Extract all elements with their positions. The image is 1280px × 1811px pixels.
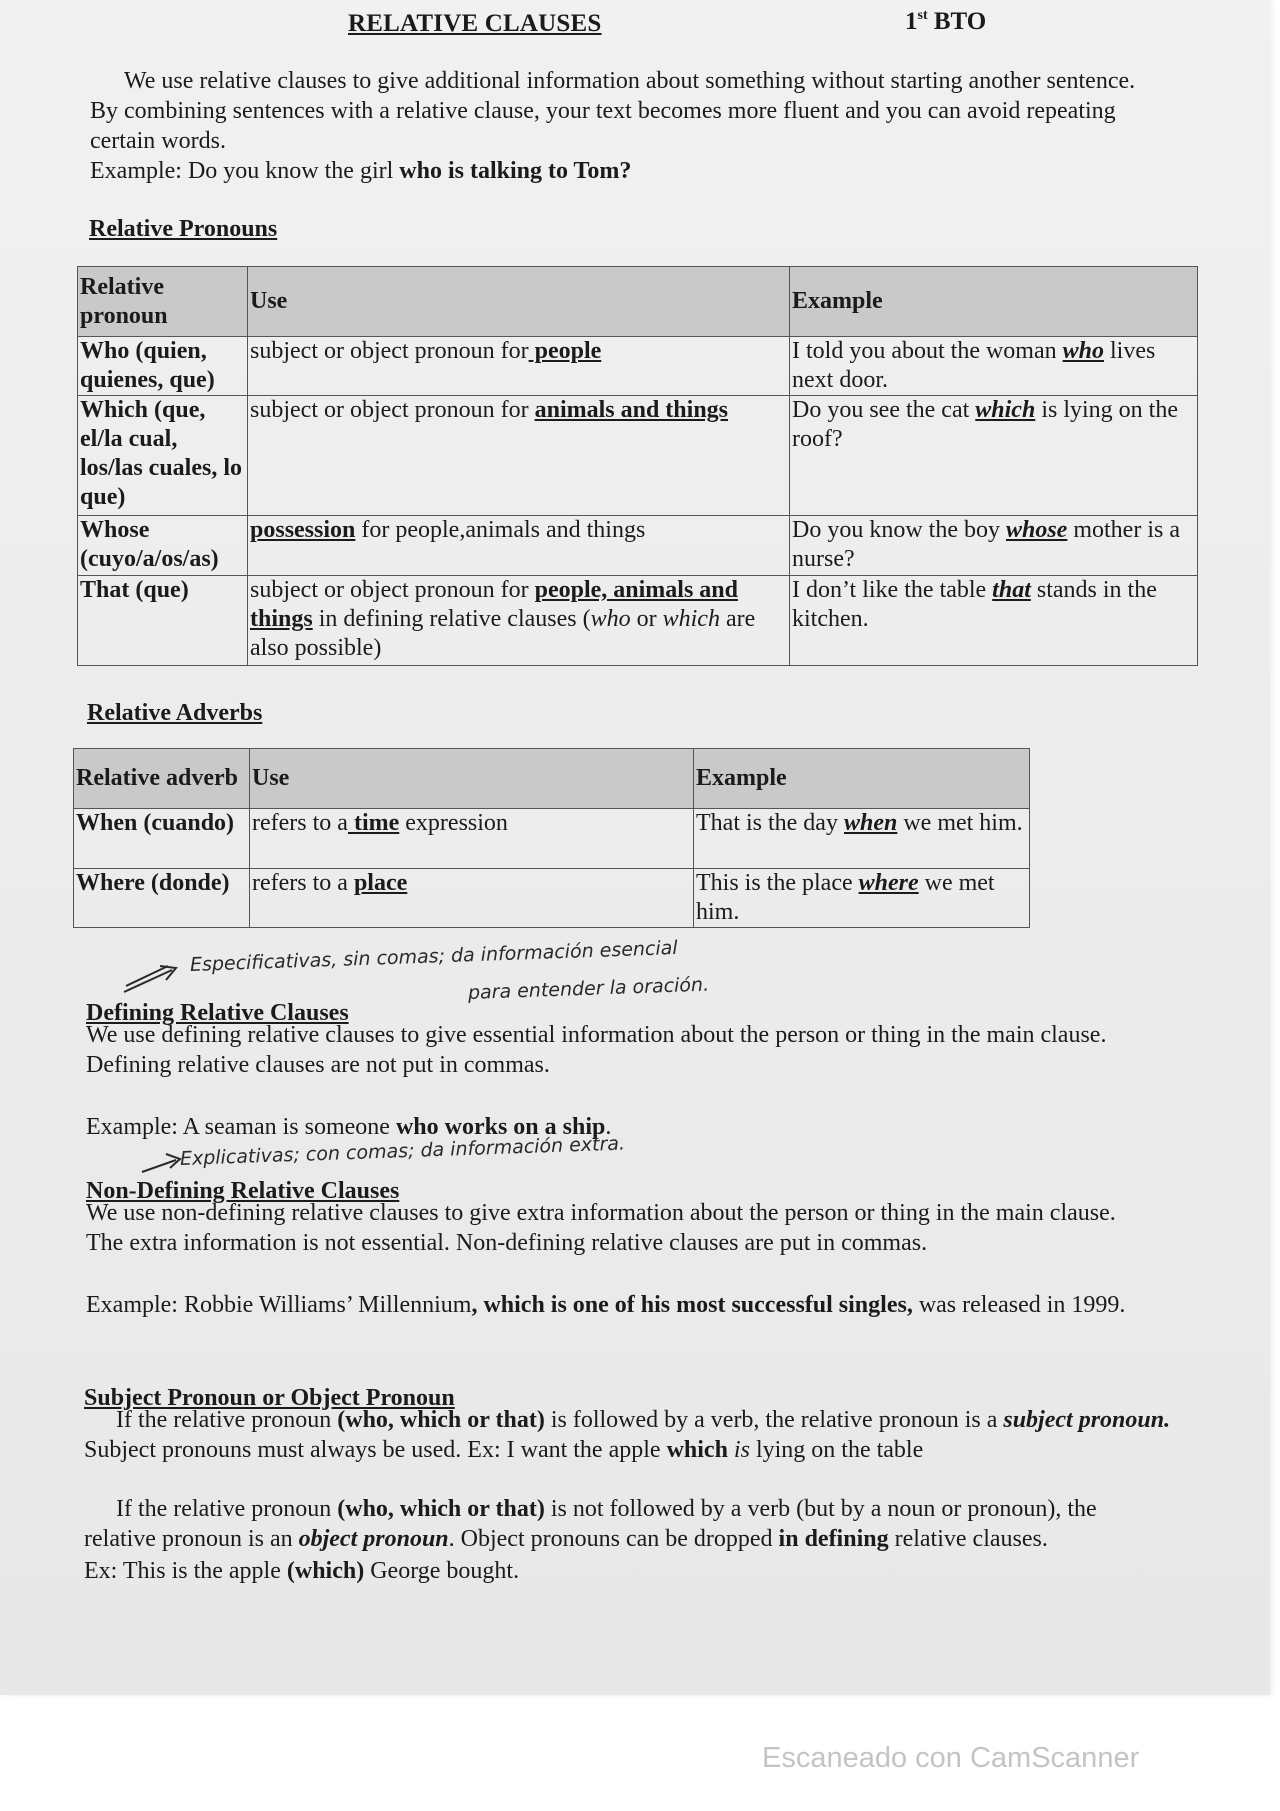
pronoun-use: subject or object pronoun for animals and things — [248, 396, 790, 516]
subject-object-heading: Subject Pronoun or Object Pronoun — [84, 1385, 455, 1411]
pronoun-example: I don’t like the table that stands in the kitchen. — [790, 576, 1198, 666]
level-label: BTO — [933, 8, 987, 35]
level-suffix: st — [917, 8, 928, 23]
adverbs-heading: Relative Adverbs — [87, 700, 263, 726]
object-pronoun-example: Ex: This is the apple (which) George bought. — [84, 1558, 520, 1584]
handnote-defining-2: para entender la oración. — [467, 973, 710, 1004]
nondefining-heading: Non-Defining Relative Clauses — [86, 1178, 400, 1204]
table-row — [74, 869, 1030, 928]
defining-example: Example: A seaman is someone who works on a ship. — [86, 1114, 612, 1140]
adverbs-header-row — [74, 749, 1030, 809]
adverbs-table — [73, 748, 1030, 928]
header-relative-adverb: Relative adverb — [74, 749, 250, 809]
intro-paragraph — [90, 66, 1150, 186]
intro-text: We use relative clauses to give additional information about something without starting another sentence. By combining sentences with a relative clause, your text becomes more fluent and you can avoid repeating certain words. — [90, 68, 1136, 154]
adverb-use: refers to a time expression — [250, 809, 694, 869]
pronoun-term: Who (quien, quienes, que) — [78, 337, 248, 396]
table-row — [78, 337, 1198, 396]
table-row — [78, 576, 1198, 666]
header-use: Use — [250, 749, 694, 809]
table-row — [78, 396, 1198, 516]
defining-text: We use defining relative clauses to give essential information about the person or thing in the main clause. Defining relative clauses are not put in commas. — [86, 1022, 1107, 1078]
pronoun-term: That (que) — [78, 576, 248, 666]
pronoun-example: Do you see the cat which is lying on the roof? — [790, 396, 1198, 516]
nondefining-text: We use non-defining relative clauses to give extra information about the person or thing in the main clause. The extra information is not essential. Non-defining relative clauses are put in commas. — [86, 1200, 1116, 1256]
course-level — [905, 8, 986, 36]
intro-example-prefix: Example: Do you know the girl — [90, 158, 400, 184]
pronoun-example: I told you about the woman who lives next door. — [790, 337, 1198, 396]
intro-example-bold: who is talking to Tom? — [399, 158, 632, 184]
camscanner-watermark: Escaneado con CamScanner — [762, 1742, 1140, 1774]
pronouns-table — [77, 266, 1198, 666]
nondefining-example: Example: Robbie Williams’ Millennium, which is one of his most successful singles, was released in 1999. — [86, 1292, 1126, 1318]
header-relative-pronoun: Relative pronoun — [78, 267, 248, 337]
hand-arrow-icon — [120, 958, 190, 998]
adverb-term: When (cuando) — [74, 809, 250, 869]
header-example: Example — [790, 267, 1198, 337]
object-pronoun-paragraph: If the relative pronoun (who, which or that) is not followed by a verb (but by a noun or pronoun), the relative pronoun is an object pronoun. Object pronouns can be dropped in defining relative clauses. — [84, 1496, 1097, 1552]
pronouns-heading: Relative Pronouns — [89, 216, 278, 242]
level-number: 1 — [905, 8, 918, 35]
pronoun-term: Whose (cuyo/a/os/as) — [78, 516, 248, 576]
table-row — [74, 809, 1030, 869]
pronoun-example: Do you know the boy whose mother is a nurse? — [790, 516, 1198, 576]
defining-heading: Defining Relative Clauses — [86, 1000, 349, 1026]
pronouns-header-row — [78, 267, 1198, 337]
adverb-example: This is the place where we met him. — [694, 869, 1030, 928]
pronoun-use: possession for people,animals and things — [248, 516, 790, 576]
pronoun-use: subject or object pronoun for people, animals and things in defining relative clauses (who or which are also possible) — [248, 576, 790, 666]
table-row — [78, 516, 1198, 576]
adverb-example: That is the day when we met him. — [694, 809, 1030, 869]
adverb-term: Where (donde) — [74, 869, 250, 928]
header-use: Use — [248, 267, 790, 337]
pronoun-use: subject or object pronoun for people — [248, 337, 790, 396]
header-example: Example — [694, 749, 1030, 809]
subject-pronoun-paragraph: If the relative pronoun (who, which or that) is followed by a verb, the relative pronoun is a subject pronoun. Subject pronouns must always be used. Ex: I want the apple which is lying on the table — [84, 1407, 1171, 1463]
page-title: RELATIVE CLAUSES — [348, 10, 602, 37]
adverb-use: refers to a place — [250, 869, 694, 928]
handnote-defining-1: Especificativas, sin comas; da información esencial — [189, 936, 678, 976]
pronoun-term: Which (que, el/la cual, los/las cuales, lo que) — [78, 396, 248, 516]
handnote-nondefining: Explicativas; con comas; da información extra. — [179, 1132, 626, 1170]
